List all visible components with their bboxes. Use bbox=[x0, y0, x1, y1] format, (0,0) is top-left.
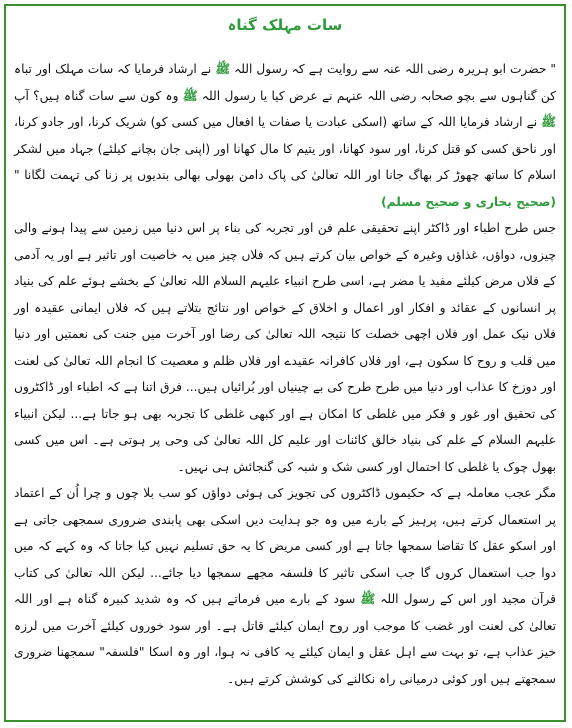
hadith-text-2: نے ارشاد فرمایا کہ سات مہلک اور تباہ کن گناہوں سے بچو صحابہ رضی اللہ عنہم نے عرض کیا یا رسول اللہ bbox=[14, 62, 556, 103]
salutation-mark: ﷺ bbox=[182, 88, 198, 103]
page-title: سات مہلک گناہ bbox=[227, 16, 343, 34]
hadith-text-3: وہ کون سے سات گناہ ہیں؟ آپ bbox=[14, 88, 183, 103]
hadith-text-4: نے ارشاد فرمایا اللہ کے ساتھ (اسکی عبادت یا صفات یا افعال میں کسی کو) شریک کرنا، اور جادو کرنا، اور ناحق کسی کو قتل کرنا، اور سود کھانا، اور یتیم کا مال کھانا اور (اپنی جان بچانے کیلئے) جہاد میں لشکر اسلام کا ساتھ چھوڑ کر بھاگ جانا اور اللہ تعالیٰ کی پاک دامن بھولی بھالی بندیوں پر زنا کی تہمت لگانا " bbox=[14, 115, 556, 182]
article-body bbox=[14, 56, 556, 692]
explanation-paragraph bbox=[14, 215, 556, 480]
usury-text-2: سود کے بارے میں فرماتے ہیں کہ وہ شدید کبیرہ گناہ ہے اور اللہ تعالیٰ کی لعنت اور غضب کا موجب اور روح ایمان کیلئے قاتل ہے۔ اور سود خوروں کیلئے آخرت میں لرزہ خیز عذاب ہے، تو بہت سے اہل عقل و ایمان کیلئے یہ کافی نہ ہوا، اور وہ اسکا "فلسفہ" سمجھنا ضروری سمجھتے ہیں اور کوئی درمیانی راہ نکالنے کی کوشش کرتے ہیں۔ bbox=[14, 592, 556, 686]
salutation-mark: ﷺ bbox=[215, 62, 231, 76]
usury-text-1: مگر عجب معاملہ ہے کہ حکیموں ڈاکٹروں کی تجویز کی ہوئی دواؤں کو سب بلا چوں و چرا اُن کے اعتماد پر استعمال کرتے ہیں، پرہیز کے بارے میں وہ جو ہدایت دیں اسکی بھی پابندی ضروری سمجھی جاتی ہے اور اسکو عقل کا تقاضا سمجھا جاتا ہے اور کسی مریض کا یہ حق تسلیم نہیں کیا جاتا کہ وہ کہے کہ میں دوا جب استعمال کروں گا جب اسکی تاثیر کا فلسفہ مجھے سمجھا دیا جائے... لیکن اللہ تعالیٰ کی کتاب قرآن مجید اور اس کے رسول اللہ bbox=[14, 486, 556, 606]
salutation-mark: ﷺ bbox=[360, 592, 376, 606]
usury-paragraph bbox=[14, 480, 556, 692]
hadith-paragraph bbox=[14, 56, 556, 215]
article-frame bbox=[4, 4, 566, 722]
explanation-text: جس طرح اطباء اور ڈاکٹر اپنے تحقیقی علم فن اور تجربہ کی بناء پر اس دنیا میں زمین سے پیدا ہونے والی چیزوں، دواؤں، غذاؤں وغیرہ کے خواص بیان کرتے ہیں کہ فلاں چیز میں یہ خاصیت اور تاثیر ہے اور یہ آدمی کے فلاں مرض کیلئے مفید یا مضر ہے، اسی طرح انبیاء علیہم السلام اللہ تعالیٰ کے بخشے ہوئے علم کی بنیاد پر انسانوں کے عقائد و افکار اور اعمال و اخلاق کے خواص اور نتائج بتلاتے ہیں کہ فلاں ایمانی عقیدہ اور فلاں نیک عمل اور فلاں اچھی خصلت کا نتیجہ اللہ تعالیٰ کی رضا اور آخرت میں جنت کی نعمتیں اور دنیا میں قلب و روح کا سکون ہے، اور فلاں کافرانہ عقیدے اور فلاں ظلم و معصیت کا انجام اللہ تعالیٰ کی لعنت اور دوزخ کا عذاب اور دنیا میں طرح طرح کی بے چینیاں اور بُرائیاں ہیں... فرق اتنا ہے کہ اطباء اور ڈاکٹروں کی تحقیق اور غور و فکر میں غلطی کا امکان ہے اور کبھی غلطی کا تجربہ بھی ہو جاتا ہے... لیکن انبیاء علیہم السلام کے علم کی بنیاد خالق کائنات اور علیم کل اللہ تعالیٰ کی وحی پر ہوتی ہے۔ اس میں کسی بھول چوک یا غلطی کا احتمال اور کسی شک و شبہ کی گنجائش ہی نہیں۔ bbox=[14, 221, 556, 474]
salutation-mark: ﷺ bbox=[541, 115, 556, 129]
hadith-text-1: " حضرت ابو ہریرہ رضی اللہ عنہ سے روایت ہے کہ رسول اللہ bbox=[230, 62, 556, 76]
hadith-reference: (صحیح بخاری و صحیح مسلم) bbox=[381, 194, 556, 209]
